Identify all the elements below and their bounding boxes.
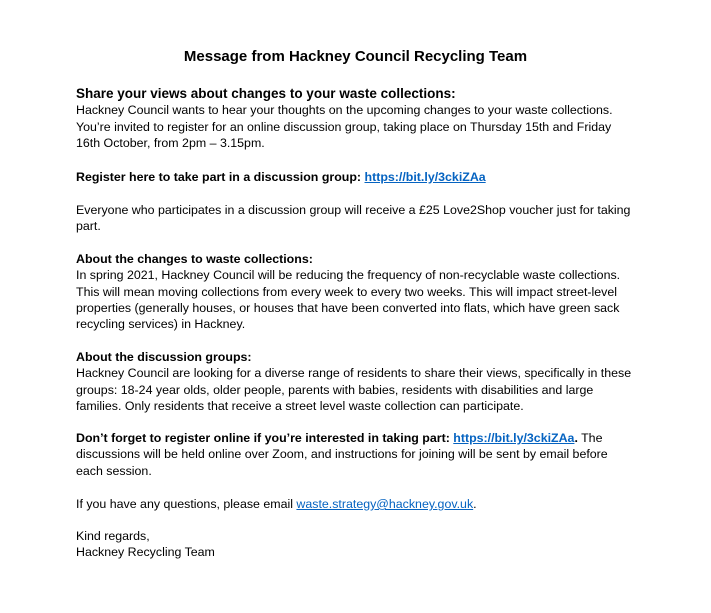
groups-body: Hackney Council are looking for a diverse range of residents to share their views, specifically in these groups: 18-24 year olds, older people, parents with babies, residents with disabilities and large families. Only residents that receive a street level waste collection can participate. — [76, 366, 632, 413]
changes-section — [76, 251, 636, 332]
intro-body: Hackney Council wants to hear your thoughts on the upcoming changes to your waste collections. You’re invited to register for an online discussion group, taking place on Thursday 15th and Friday 16th October, from 2pm – 3.15pm. — [76, 103, 613, 150]
page-title: Message from Hackney Council Recycling Team — [183, 48, 528, 65]
email-link[interactable]: waste.strategy@hackney.gov.uk — [296, 497, 474, 511]
signoff-section — [76, 528, 636, 561]
questions-section — [76, 496, 636, 512]
register-section — [76, 169, 636, 185]
reminder-body: The discussions will be held online over Zoom, and instructions for joining will be sent by email before each session. — [76, 431, 608, 478]
signoff-greeting: Kind regards, — [76, 529, 150, 543]
questions-period: . — [473, 497, 477, 511]
voucher-section — [76, 202, 636, 235]
voucher-body: Everyone who participates in a discussion group will receive a £25 Love2Shop voucher just for taking part. — [76, 203, 631, 234]
register-link[interactable]: https://bit.ly/3ckiZAa — [364, 170, 486, 184]
changes-body: In spring 2021, Hackney Council will be reducing the frequency of non-recyclable waste collections. This will mean moving collections from every week to every two weeks. This will impact street-level properties (generally houses, or houses that have been converted into flats, which have green sack recycling services) in Hackney. — [76, 268, 621, 332]
reminder-period: . — [574, 431, 578, 445]
signoff-team: Hackney Recycling Team — [76, 545, 215, 560]
reminder-link[interactable]: https://bit.ly/3ckiZAa — [453, 431, 575, 445]
register-label: Register here to take part in a discussion group: — [76, 170, 365, 184]
reminder-section — [76, 430, 636, 479]
groups-heading: About the discussion groups: — [76, 350, 252, 364]
questions-text: If you have any questions, please email — [76, 497, 297, 511]
intro-section — [76, 86, 636, 151]
intro-heading: Share your views about changes to your waste collections: — [76, 86, 456, 101]
groups-section — [76, 349, 636, 414]
changes-heading: About the changes to waste collections: — [76, 252, 313, 266]
reminder-label: Don’t forget to register online if you’re interested in taking part: — [76, 431, 454, 445]
